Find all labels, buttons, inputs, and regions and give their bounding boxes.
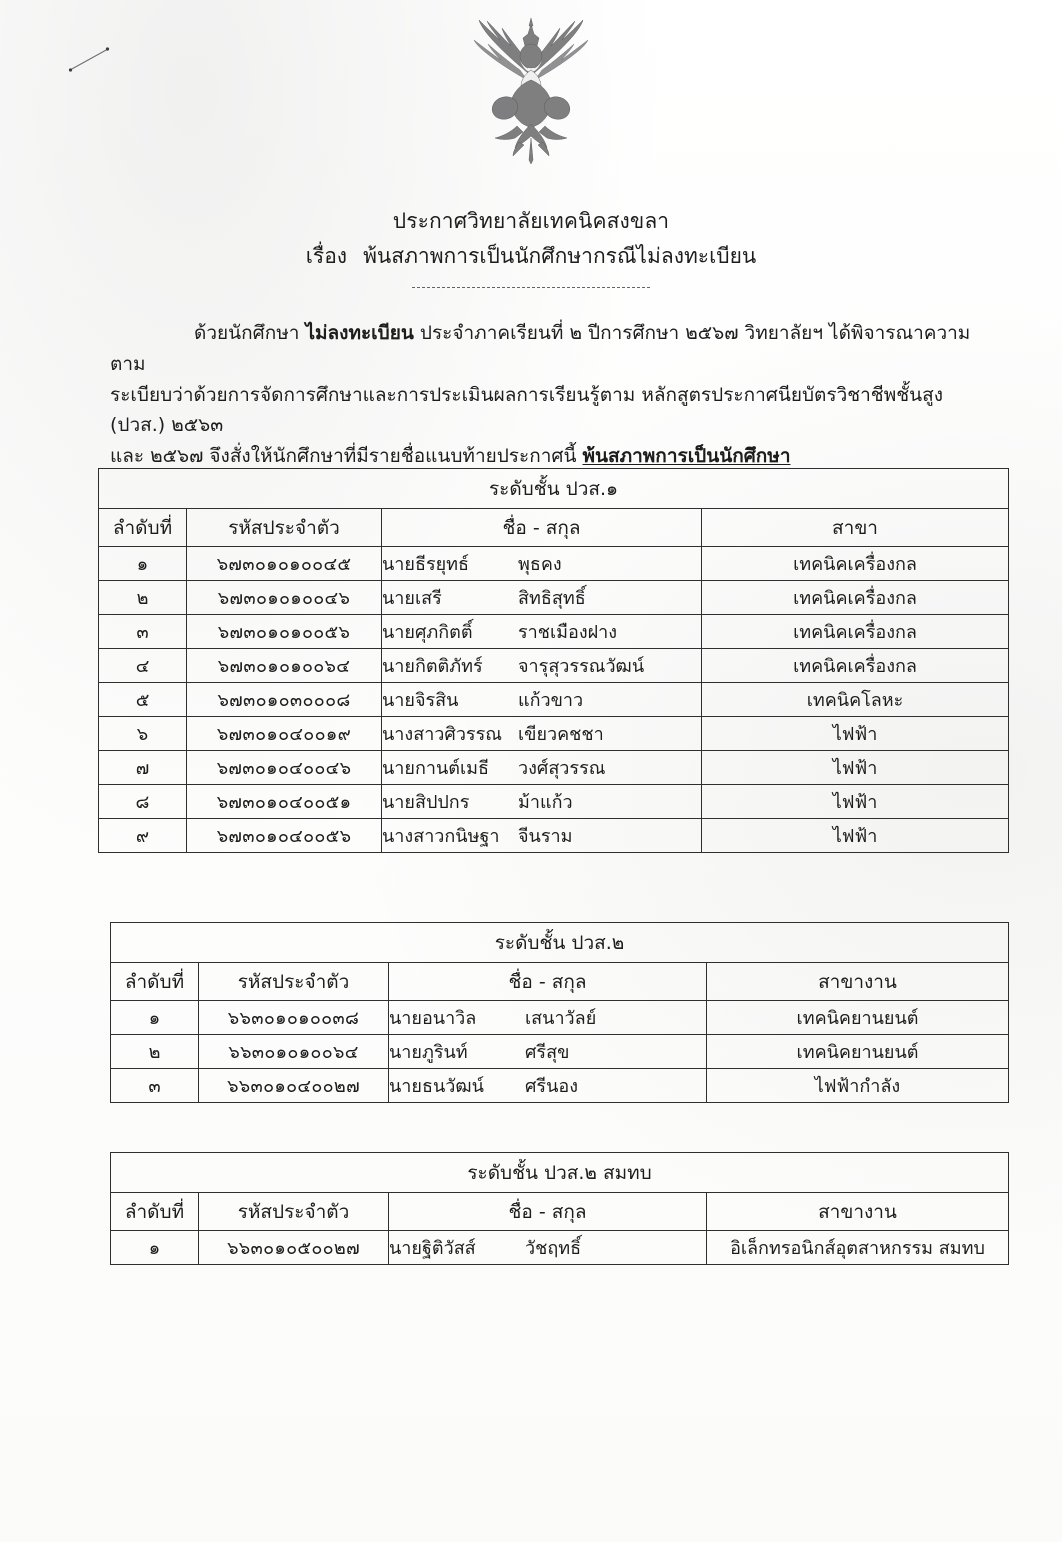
table-header-row (111, 1193, 1009, 1231)
table-row (99, 547, 1009, 581)
cell-code: ๖๖๓๐๑๐๕๐๐๒๗ (199, 1231, 389, 1265)
cell-name (382, 785, 702, 819)
cell-no: ๖ (99, 717, 187, 751)
table-row (99, 649, 1009, 683)
table-caption-row (111, 923, 1009, 963)
cell-last-name: สิทธิสุทธิ์ (518, 588, 586, 609)
body-paragraph (110, 318, 980, 472)
cell-major: เทคนิคเครื่องกล (702, 649, 1009, 683)
table-caption-row (111, 1153, 1009, 1193)
cell-name (389, 1035, 707, 1069)
cell-major: เทคนิคยานยนต์ (707, 1001, 1009, 1035)
cell-no: ๙ (99, 819, 187, 853)
cell-name (389, 1069, 707, 1103)
cell-code: ๖๖๓๐๑๐๑๐๐๖๔ (199, 1035, 389, 1069)
cell-major: ไฟฟ้า (702, 717, 1009, 751)
cell-last-name: ศรีสุข (525, 1042, 570, 1063)
cell-no: ๓ (99, 615, 187, 649)
cell-no: ๔ (99, 649, 187, 683)
table-caption-row (99, 469, 1009, 509)
cell-first-name: นายสิปปกร (382, 792, 470, 813)
cell-code: ๖๖๓๐๑๐๔๐๐๒๗ (199, 1069, 389, 1103)
garuda-emblem (467, 14, 595, 164)
cell-code: ๖๗๓๐๑๐๑๐๐๕๖ (187, 615, 382, 649)
cell-first-name: นายศุภกิตติ์ (382, 622, 473, 643)
cell-last-name: วัชฤทธิ์ (525, 1238, 582, 1259)
cell-last-name: พุธคง (518, 554, 562, 575)
body-line3-a: และ ๒๕๖๗ จึงสั่งให้นักศึกษาที่มีรายชื่อแนบท้ายประกาศนี้ (110, 445, 577, 468)
table-header-row (99, 509, 1009, 547)
cell-first-name: นายกานต์เมธี (382, 758, 489, 779)
cell-major: เทคนิคยานยนต์ (707, 1035, 1009, 1069)
cell-first-name: นายธีรยุทธ์ (382, 554, 470, 575)
body-line3-emphasis: พ้นสภาพการเป็นนักศึกษา (582, 445, 791, 468)
emblem-container (0, 14, 1062, 164)
cell-last-name: เขียวคชชา (518, 724, 604, 745)
cell-name (382, 751, 702, 785)
column-header-name: ชื่อ - สกุล (389, 963, 707, 1001)
cell-code: ๖๗๓๐๑๐๔๐๐๑๙ (187, 717, 382, 751)
cell-code: ๖๗๓๐๑๐๔๐๐๔๖ (187, 751, 382, 785)
cell-major: ไฟฟ้า (702, 751, 1009, 785)
column-header-major: สาขา (702, 509, 1009, 547)
cell-first-name: นางสาวกนิษฐา (382, 826, 500, 847)
table-row (111, 1035, 1009, 1069)
table-caption: ระดับชั้น ปวส.๑ (99, 469, 1009, 509)
body-line-1 (110, 318, 980, 380)
cell-no: ๑ (99, 547, 187, 581)
cell-major: เทคนิคเครื่องกล (702, 581, 1009, 615)
cell-code: ๖๗๓๐๑๐๔๐๐๕๖ (187, 819, 382, 853)
cell-first-name: นายเสรี (382, 588, 442, 609)
cell-major: เทคนิคโลหะ (702, 683, 1009, 717)
table-caption: ระดับชั้น ปวส.๒ (111, 923, 1009, 963)
cell-name (389, 1001, 707, 1035)
cell-first-name: นายกิตติภัทร์ (382, 656, 483, 677)
cell-name (389, 1231, 707, 1265)
table-row (99, 819, 1009, 853)
cell-last-name: ม้าแก้ว (518, 792, 573, 813)
table-row (99, 717, 1009, 751)
cell-major: ไฟฟ้า (702, 819, 1009, 853)
body-line1-c: ประจำภาคเรียนที่ ๒ ปีการศึกษา ๒๕๖๗ วิทยาลัยฯ ได้พิจารณาความตาม (110, 322, 971, 375)
table-caption: ระดับชั้น ปวส.๒ สมทบ (111, 1153, 1009, 1193)
cell-no: ๓ (111, 1069, 199, 1103)
cell-code: ๖๗๓๐๑๐๑๐๐๔๖ (187, 581, 382, 615)
announcement-header (0, 206, 1062, 288)
table-row (99, 683, 1009, 717)
table-row (111, 1001, 1009, 1035)
subject-label: เรื่อง (305, 244, 348, 269)
cell-name (382, 819, 702, 853)
subject-text: พ้นสภาพการเป็นนักศึกษากรณีไม่ลงทะเบียน (363, 244, 757, 269)
cell-last-name: ศรีนอง (525, 1076, 578, 1097)
cell-first-name: นายภูรินท์ (389, 1042, 468, 1063)
table-row (111, 1231, 1009, 1265)
cell-major: อิเล็กทรอนิกส์อุตสาหกรรม สมทบ (707, 1231, 1009, 1265)
cell-code: ๖๗๓๐๑๐๓๐๐๐๘ (187, 683, 382, 717)
cell-name (382, 615, 702, 649)
cell-major: เทคนิคเครื่องกล (702, 615, 1009, 649)
cell-no: ๒ (99, 581, 187, 615)
cell-name (382, 581, 702, 615)
subject-row (0, 240, 1062, 273)
cell-first-name: นายจิรสิน (382, 690, 459, 711)
cell-name (382, 683, 702, 717)
cell-last-name: เสนาวัลย์ (525, 1008, 597, 1029)
cell-no: ๒ (111, 1035, 199, 1069)
body-line-2: ระเบียบว่าด้วยการจัดการศึกษาและการประเมินผลการเรียนรู้ตาม หลักสูตรประกาศนียบัตรวิชาชีพชั้นสูง (ปวส.) ๒๕๖๓ (110, 383, 943, 437)
column-header-no: ลำดับที่ (111, 1193, 199, 1231)
column-header-no: ลำดับที่ (99, 509, 187, 547)
column-header-code: รหัสประจำตัว (199, 963, 389, 1001)
cell-last-name: แก้วขาว (518, 690, 584, 711)
cell-major: ไฟฟ้า (702, 785, 1009, 819)
student-table-pwos2-somtob (110, 1152, 1009, 1265)
cell-name (382, 649, 702, 683)
column-header-name: ชื่อ - สกุล (389, 1193, 707, 1231)
cell-no: ๗ (99, 751, 187, 785)
cell-major: ไฟฟ้ากำลัง (707, 1069, 1009, 1103)
table-header-row (111, 963, 1009, 1001)
cell-name (382, 547, 702, 581)
cell-major: เทคนิคเครื่องกล (702, 547, 1009, 581)
student-table-pwos2 (110, 922, 1009, 1103)
cell-no: ๕ (99, 683, 187, 717)
cell-code: ๖๗๓๐๑๐๑๐๐๖๔ (187, 649, 382, 683)
column-header-no: ลำดับที่ (111, 963, 199, 1001)
student-table-pwos1 (98, 468, 1009, 853)
body-line1-emphasis: ไม่ลงทะเบียน (305, 322, 414, 344)
body-line1-a: ด้วยนักศึกษา (194, 322, 300, 344)
announcement-title: ประกาศวิทยาลัยเทคนิคสงขลา (392, 209, 670, 233)
column-header-major: สาขางาน (707, 1193, 1009, 1231)
cell-first-name: นายฐิติวัสส์ (389, 1238, 476, 1259)
table-row (99, 615, 1009, 649)
cell-first-name: นายอนาวิล (389, 1008, 477, 1029)
cell-no: ๑ (111, 1231, 199, 1265)
cell-code: ๖๗๓๐๑๐๔๐๐๕๑ (187, 785, 382, 819)
cell-first-name: นางสาวศิวรรณ (382, 724, 502, 745)
cell-last-name: ราชเมืองฝาง (518, 622, 618, 643)
cell-last-name: จีนราม (518, 826, 573, 847)
table-row (99, 581, 1009, 615)
cell-name (382, 717, 702, 751)
cell-code: ๖๖๓๐๑๐๑๐๐๓๘ (199, 1001, 389, 1035)
table-row (99, 785, 1009, 819)
column-header-code: รหัสประจำตัว (199, 1193, 389, 1231)
cell-first-name: นายธนวัฒน์ (389, 1076, 484, 1097)
cell-code: ๖๗๓๐๑๐๑๐๐๔๕ (187, 547, 382, 581)
cell-no: ๑ (111, 1001, 199, 1035)
column-header-name: ชื่อ - สกุล (382, 509, 702, 547)
header-divider (412, 287, 650, 288)
cell-no: ๘ (99, 785, 187, 819)
cell-last-name: วงศ์สุวรรณ (518, 758, 606, 779)
table-row (99, 751, 1009, 785)
column-header-code: รหัสประจำตัว (187, 509, 382, 547)
table-row (111, 1069, 1009, 1103)
cell-last-name: จารุสุวรรณวัฒน์ (518, 656, 645, 677)
column-header-major: สาขางาน (707, 963, 1009, 1001)
